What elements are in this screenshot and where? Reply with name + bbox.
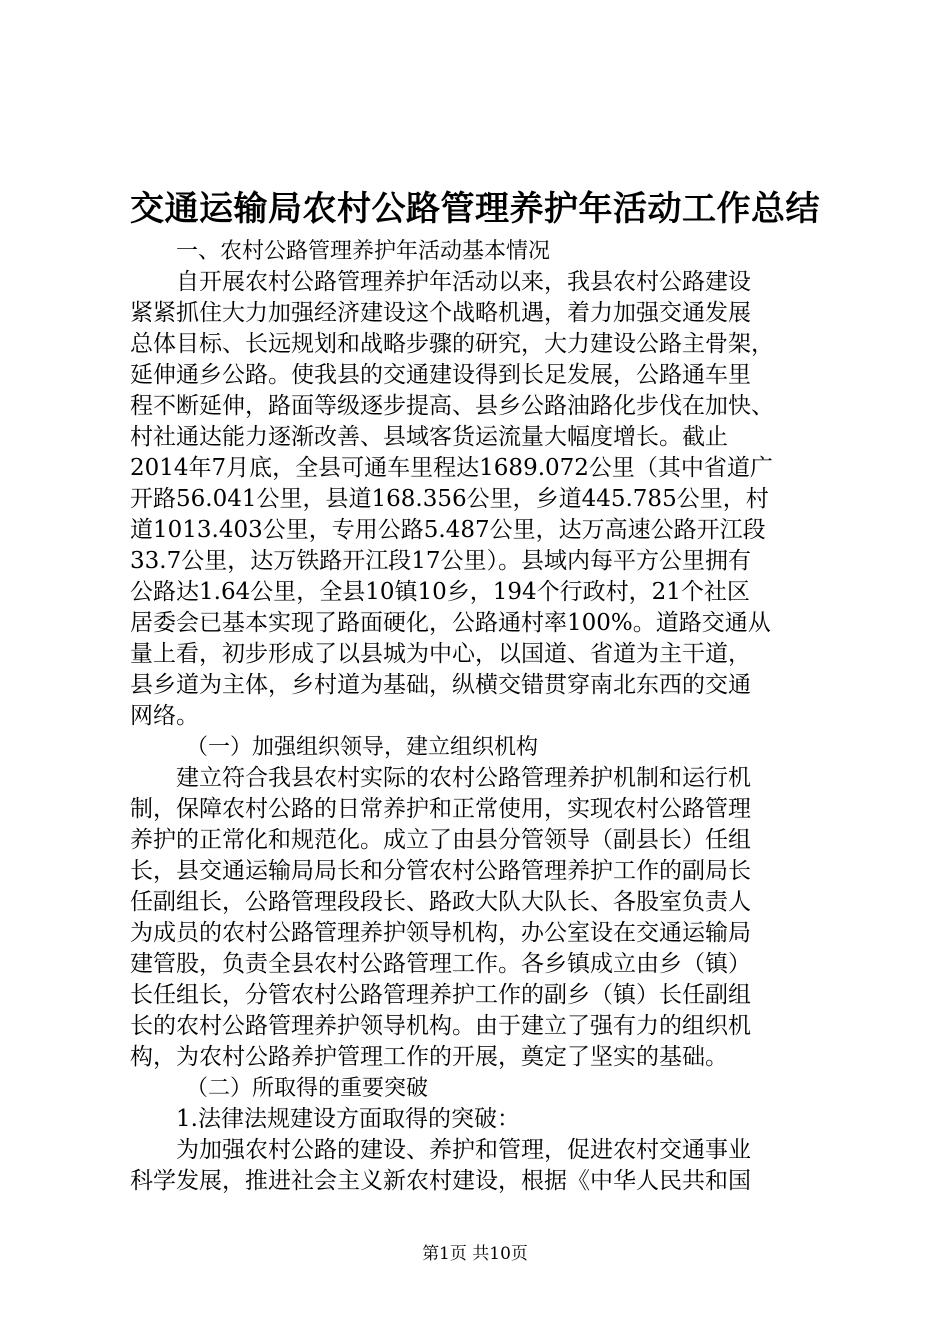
document-title: 交通运输局农村公路管理养护年活动工作总结 [130,189,820,229]
paragraph-line: 2014年7月底，全县可通车里程达1689.072公里（其中省道广 [130,455,773,481]
section-heading-1: 一、农村公路管理养护年活动基本情况 [176,239,551,264]
paragraph-line: 长，县交通运输局局长和分管农村公路管理养护工作的副局长 [130,858,751,884]
paragraph-line: 建立符合我县农村实际的农村公路管理养护机制和运行机 [176,765,751,791]
subsection-heading-1: （一）加强组织领导，建立组织机构 [186,735,539,760]
paragraph-line: 延伸通乡公路。使我县的交通建设得到长足发展，公路通车里 [130,362,751,388]
paragraph-line: 开路56.041公里，县道168.356公里，乡道445.785公里，村 [130,486,769,512]
paragraph-line: 网络。 [130,703,199,729]
paragraph-line: 总体目标、长远规划和战略步骤的研究，大力建设公路主骨架， [130,331,774,357]
paragraph-line: 长任组长，分管农村公路管理养护工作的副乡（镇）长任副组 [130,982,751,1008]
paragraph-line: 自开展农村公路管理养护年活动以来，我县农村公路建设 [176,269,751,295]
paragraph-line: 居委会已基本实现了路面硬化，公路通村率100%。道路交通从 [130,610,771,636]
subsection-heading-2: （二）所取得的重要突破 [186,1076,429,1101]
paragraph-line: 道1013.403公里，专用公路5.487公里，达万高速公路开江段 [130,517,766,543]
paragraph-line: 33.7公里，达万铁路开江段17公里）。县域内每平方公里拥有 [130,548,751,574]
paragraph-line: 紧紧抓住大力加强经济建设这个战略机遇，着力加强交通发展 [130,300,751,326]
paragraph-line: 科学发展，推进社会主义新农村建设，根据《中华人民共和国 [130,1168,751,1194]
paragraph-line: 县乡道为主体，乡村道为基础，纵横交错贯穿南北东西的交通 [130,672,751,698]
paragraph-line: 为成员的农村公路管理养护领导机构，办公室设在交通运输局 [130,920,751,946]
numbered-item-heading: 1.法律法规建设方面取得的突破： [176,1106,520,1132]
paragraph-line: 任副组长，公路管理段段长、路政大队大队长、各股室负责人 [130,889,751,915]
paragraph-line: 构，为农村公路养护管理工作的开展，奠定了坚实的基础。 [130,1044,728,1070]
paragraph-line: 制，保障农村公路的日常养护和正常使用，实现农村公路管理 [130,796,751,822]
document-body [130,236,828,1197]
paragraph-line: 村社通达能力逐渐改善、县域客货运流量大幅度增长。截止 [130,424,728,450]
paragraph-line: 长的农村公路管理养护领导机构。由于建立了强有力的组织机 [130,1013,751,1039]
paragraph-line: 养护的正常化和规范化。成立了由县分管领导（副县长）任组 [130,827,751,853]
paragraph-line: 程不断延伸，路面等级逐步提高、县乡公路油路化步伐在加快、 [130,393,774,419]
paragraph-line: 公路达1.64公里，全县10镇10乡，194个行政村，21个社区 [130,579,750,605]
paragraph-line: 为加强农村公路的建设、养护和管理，促进农村交通事业 [176,1137,751,1163]
paragraph-line: 量上看，初步形成了以县城为中心，以国道、省道为主干道， [130,641,751,667]
paragraph-line: 建管股，负责全县农村公路管理工作。各乡镇成立由乡（镇） [130,951,751,977]
page-number-footer: 第1页 共10页 [422,1244,528,1264]
